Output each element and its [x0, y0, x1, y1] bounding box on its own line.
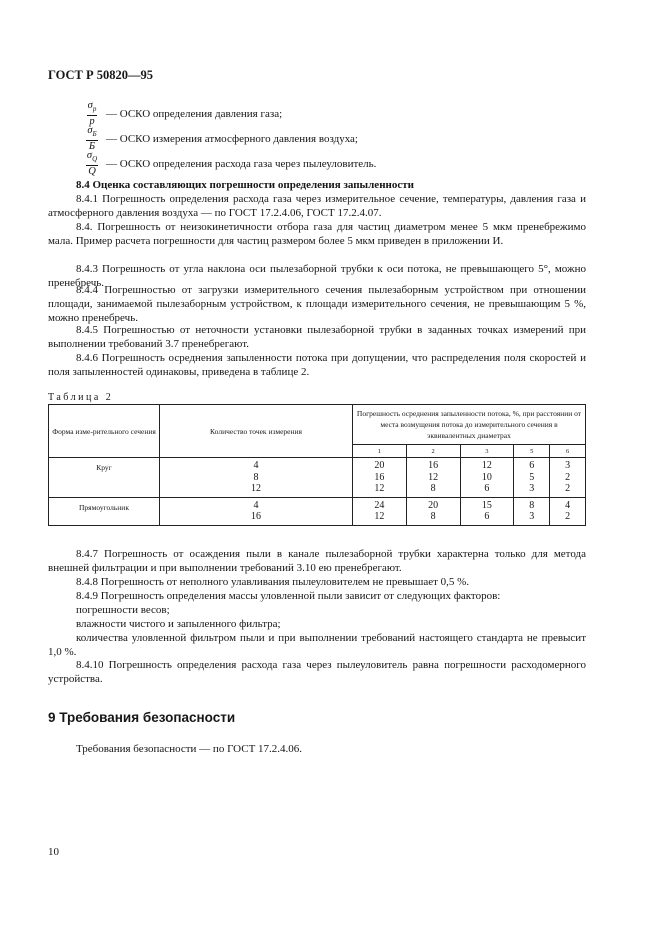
points-cell: 4 8 12 [160, 458, 353, 498]
paragraph-8-4-2: 8.4. Погрешность от неизокинетичности отбора газа для частиц диаметром менее 5 мкм пренебрежимо мала. Пример расчета погрешности для частиц размером более 5 мкм приведен в приложении И. [48, 221, 586, 248]
shape-cell: Прямоугольник [49, 497, 160, 525]
paragraph-8-4-5: 8.4.5 Погрешностью от неточности установки пылезаборной трубки в заданных точках измерений при выполнении требований 3.7 пренебрегают. [48, 324, 586, 351]
paragraph-8-4-10: 8.4.10 Погрешность определения расхода газа через пылеуловитель равна погрешности расходомерного устройства. [48, 659, 586, 686]
legend-item-pressure [82, 100, 282, 127]
header-error: Погрешность осреднения запыленности потока, %, при расстоянии от места возмущения потока до измерительного сечения в эквивалентных диаметрах [353, 405, 586, 445]
header-shape: Форма изме-рительного сечения [49, 405, 160, 458]
value-cell: 3 2 2 [550, 458, 586, 498]
paragraph-8-4-8: 8.4.8 Погрешность от неполного улавливания пылеуловителем не превышает 0,5 %. [76, 576, 470, 588]
paragraph-8-4-6: 8.4.6 Погрешность осреднения запыленности потока при допущении, что распределения поля скоростей и поля запыленностей одинаковы, приведена в таблице 2. [48, 352, 586, 379]
value-cell: 20 16 12 [353, 458, 407, 498]
paragraph-8-4-7: 8.4.7 Погрешность от осаждения пыли в канале пылезаборной трубки характерна только для метода внешней фильтрации и при выполнении требований 3.10 ею пренебрегают. [48, 548, 586, 575]
distance-header: 5 [514, 445, 550, 458]
distance-header: 6 [550, 445, 586, 458]
paragraph-8-4-4: 8.4.4 Погрешностью от загрузки измерительного сечения пылезаборным устройством при отношении площади, занимаемой пылезаборным устройством, к площади измерительного сечения, не превышающим 5 %, можно пренебречь. [48, 284, 586, 325]
points-cell: 4 16 [160, 497, 353, 525]
value-cell: 4 2 [550, 497, 586, 525]
factor-humidity: влажности чистого и запыленного фильтра; [76, 618, 281, 630]
document-header: ГОСТ Р 50820—95 [48, 68, 154, 82]
value-cell: 20 8 [406, 497, 460, 525]
section-9-text: Требования безопасности — по ГОСТ 17.2.4.06. [76, 743, 303, 755]
paragraph-8-4-3: 8.4.3 Погрешность от угла наклона оси пылезаборной трубки к оси потока, не превышающего 5°, можно пренебречь. [48, 263, 586, 290]
distance-header: 2 [406, 445, 460, 458]
value-cell: 6 5 3 [514, 458, 550, 498]
value-cell: 8 3 [514, 497, 550, 525]
value-cell: 24 12 [353, 497, 407, 525]
header-points: Количество точек измерения [160, 405, 353, 458]
legend-item-atm-pressure [82, 125, 358, 152]
shape-cell: Круг [49, 458, 160, 498]
section-9-title: 9 Требования безопасности [48, 710, 236, 725]
legend-text: — ОСКО измерения атмосферного давления воздуха; [106, 132, 358, 145]
value-cell: 15 6 [460, 497, 514, 525]
paragraph-8-4-1: 8.4.1 Погрешность определения расхода газа через измерительное сечение, температуры, давления газа и атмосферного давления воздуха — по ГОСТ 17.2.4.06, ГОСТ 17.2.4.07. [48, 193, 586, 220]
distance-header: 3 [460, 445, 514, 458]
fraction: $\frac{\sigma_p}{p}$ [87, 100, 97, 128]
fraction: $\frac{\sigma_Б}{Б}$ [87, 125, 97, 153]
legend-text: — ОСКО определения давления газа; [106, 107, 283, 120]
table-row [49, 497, 586, 525]
section-8-4-title: 8.4 Оценка составляющих погрешности определения запыленности [76, 179, 414, 191]
factor-dust-amount: количества уловленной фильтром пыли и при выполнении требований настоящего стандарта не превысит 1,0 %. [48, 632, 586, 659]
table-2 [48, 404, 586, 526]
distance-header: 1 [353, 445, 407, 458]
fraction: $\frac{\sigma_Q}{Q}$ [86, 150, 98, 178]
paragraph-8-4-9: 8.4.9 Погрешность определения массы уловленной пыли зависит от следующих факторов: [76, 590, 501, 602]
legend-text: — ОСКО определения расхода газа через пылеуловитель. [106, 157, 377, 170]
table-row [49, 458, 586, 498]
table-caption: Таблица 2 [48, 392, 114, 403]
value-cell: 16 12 8 [406, 458, 460, 498]
page-number: 10 [48, 846, 59, 858]
factor-scales: погрешности весов; [76, 604, 170, 616]
legend-item-flow [82, 150, 376, 177]
value-cell: 12 10 6 [460, 458, 514, 498]
